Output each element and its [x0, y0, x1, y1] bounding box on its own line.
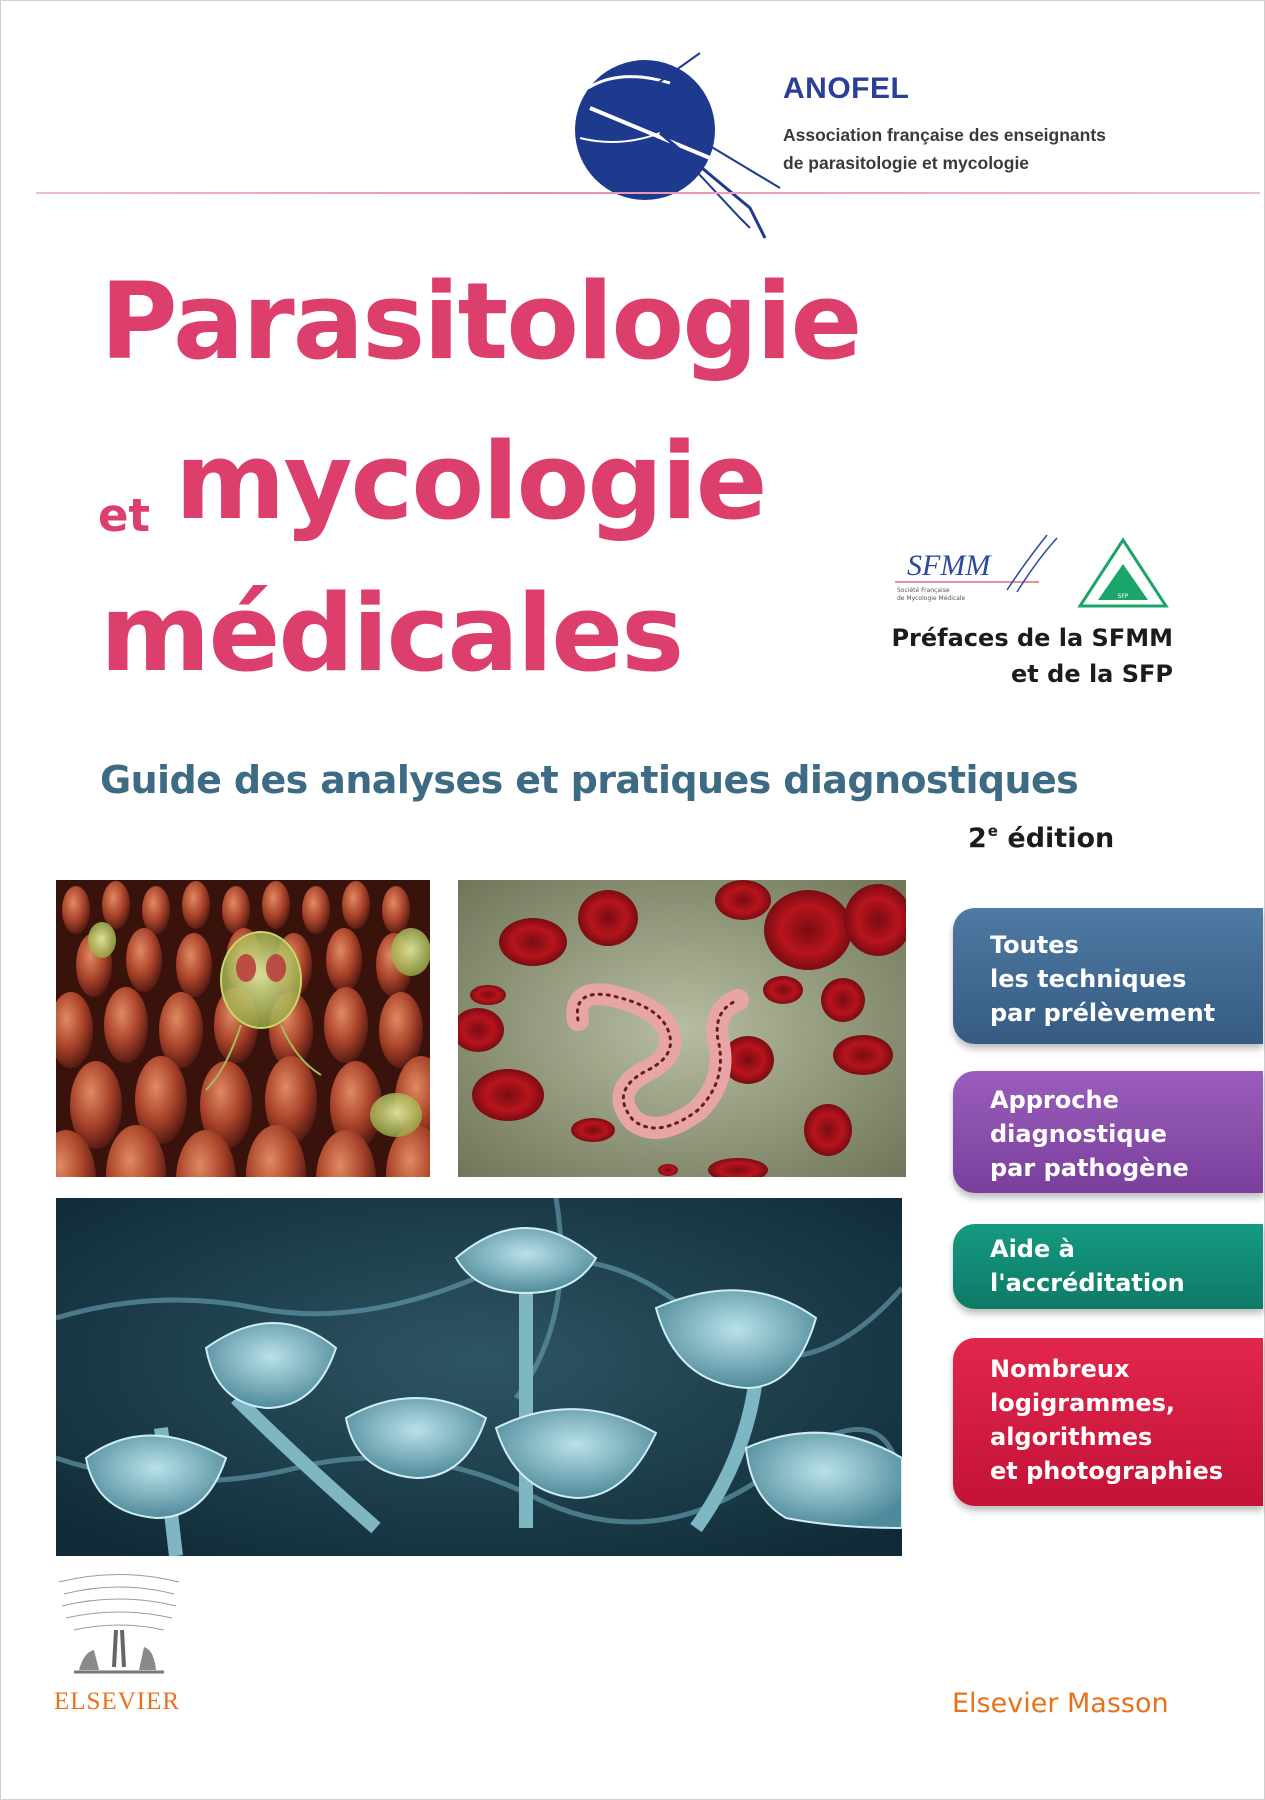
image-aspergillus: [56, 1198, 902, 1556]
feature-tab-line: par pathogène: [990, 1154, 1189, 1182]
sfp-logo: [1076, 536, 1170, 611]
prefaces-line1: Préfaces de la SFMM: [891, 624, 1173, 652]
feature-tab-line: Nombreux: [990, 1355, 1130, 1383]
feature-tab-logigrammes: [953, 1338, 1263, 1506]
svg-text:de Mycologie Médicale: de Mycologie Médicale: [897, 595, 966, 602]
publisher-name: Elsevier Masson: [952, 1688, 1169, 1719]
title-connector: et: [98, 489, 151, 542]
title-line3: médicales: [100, 572, 683, 695]
anofel-name: ANOFEL: [783, 72, 910, 105]
elsevier-wordmark: ELSEVIER: [54, 1688, 181, 1715]
feature-tab-line: Toutes: [990, 931, 1079, 959]
anofel-description-line1: Association française des enseignants: [783, 125, 1106, 145]
feature-tab-accreditation: [953, 1224, 1263, 1309]
image-giardia: [56, 880, 430, 1177]
feature-tab-techniques: [953, 908, 1263, 1044]
feature-tab-line: et photographies: [990, 1457, 1224, 1485]
feature-tab-line: par prélèvement: [990, 999, 1216, 1027]
header-rule: [36, 192, 1260, 194]
elsevier-tree-logo: [54, 1572, 184, 1680]
feature-tab-line: Aide à: [990, 1235, 1075, 1263]
feature-tab-line: logigrammes,: [990, 1389, 1176, 1417]
feature-tab-diagnostic: [953, 1071, 1263, 1193]
edition-suffix: e: [987, 822, 998, 840]
edition: [968, 822, 1114, 854]
feature-tab-line: les techniques: [990, 965, 1187, 993]
feature-tab-line: Approche: [990, 1086, 1119, 1114]
anofel-mosquito-logo: [560, 48, 790, 248]
svg-text:SFP: SFP: [1117, 593, 1129, 600]
sfmm-logo: [887, 530, 1062, 610]
title-line2: mycologie: [175, 420, 766, 543]
title-line1: Parasitologie: [100, 260, 861, 383]
edition-word: édition: [1007, 823, 1115, 854]
svg-text:Société Française: Société Française: [897, 587, 950, 594]
subtitle: Guide des analyses et pratiques diagnostiques: [100, 758, 1079, 802]
anofel-description-line2: de parasitologie et mycologie: [783, 153, 1030, 173]
image-microfilaria: [458, 880, 906, 1177]
edition-number: 2: [968, 823, 987, 854]
feature-tab-line: diagnostique: [990, 1120, 1167, 1148]
feature-tab-line: l'accréditation: [990, 1269, 1185, 1297]
prefaces-text: [883, 620, 1173, 692]
svg-text:SFMM: SFMM: [907, 549, 991, 582]
prefaces-line2: et de la SFP: [1011, 660, 1173, 688]
anofel-description: [783, 121, 1143, 177]
feature-tab-line: algorithmes: [990, 1423, 1153, 1451]
